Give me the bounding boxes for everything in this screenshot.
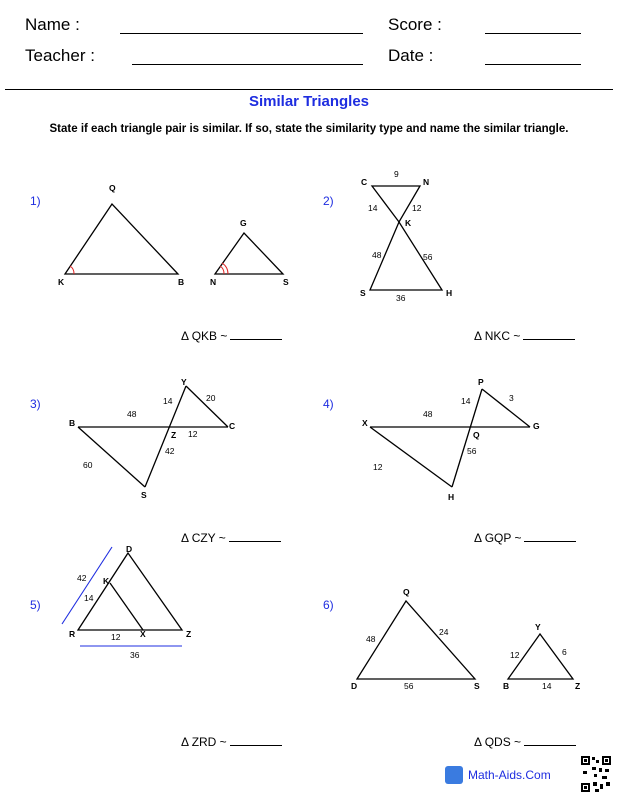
problem-4-labels-q: Q xyxy=(473,430,480,440)
problem-3-lengths-yc: 20 xyxy=(206,393,216,403)
triangle-qkb xyxy=(65,204,178,274)
problem-2-number: 2) xyxy=(323,194,334,208)
problem-3-labels-y: Y xyxy=(181,377,187,387)
problem-1-answer[interactable]: Δ QKB ~ xyxy=(181,328,282,343)
problem-6-labels-z: Z xyxy=(575,681,581,691)
problem-6-number: 6) xyxy=(323,598,334,612)
problem-4-labels-g: G xyxy=(533,421,540,431)
problem-5-labels-z: Z xyxy=(186,629,192,639)
problem-6-lengths-ds: 56 xyxy=(404,681,414,691)
worksheet-title: Similar Triangles xyxy=(248,93,370,110)
problem-6-answer[interactable]: Δ QDS ~ xyxy=(474,734,576,749)
problem-3-number: 3) xyxy=(30,397,41,411)
problem-4-lengths-qh: 56 xyxy=(467,446,477,456)
problem-1-labels-s: S xyxy=(283,277,289,287)
name-label: Name : xyxy=(25,15,80,34)
problem-6-lengths-dq: 48 xyxy=(366,634,376,644)
score-label: Score : xyxy=(388,15,442,34)
problem-2-labels-n: N xyxy=(423,177,430,187)
teacher-label: Teacher : xyxy=(25,46,95,65)
problem-2-lengths-ks: 48 xyxy=(372,250,382,260)
problem-3-lengths-zs: 42 xyxy=(165,446,175,456)
problem-3-answer[interactable]: Δ CZY ~ xyxy=(181,530,281,545)
problem-5-labels-k: K xyxy=(103,576,110,586)
problem-4-lengths-xh: 12 xyxy=(373,462,383,472)
problem-4-labels-x: X xyxy=(362,418,368,428)
problem-6-lengths-qs: 24 xyxy=(439,627,449,637)
problem-5-lengths-rz: 36 xyxy=(130,650,140,660)
problem-4-lengths-pg: 3 xyxy=(509,393,514,403)
date-label: Date : xyxy=(388,46,434,65)
problem-5-answer[interactable]: Δ ZRD ~ xyxy=(181,734,282,749)
problem-3-lengths-bs: 60 xyxy=(83,460,93,470)
problem-1-labels-b: B xyxy=(178,277,185,287)
problem-6-labels-y: Y xyxy=(535,622,541,632)
problem-5-lengths-rx: 12 xyxy=(111,632,121,642)
math-aids-logo-icon xyxy=(445,766,463,784)
problem-6-labels-b: B xyxy=(503,681,510,691)
problem-6-labels-s: S xyxy=(474,681,480,691)
problem-4-number: 4) xyxy=(323,397,334,411)
problem-1-number: 1) xyxy=(30,194,41,208)
instructions: State if each triangle pair is similar. If so, state the similarity type and name the similar triangle. xyxy=(49,123,569,135)
problem-2-answer[interactable]: Δ NKC ~ xyxy=(474,328,575,343)
problem-5-lengths-rk: 14 xyxy=(84,593,94,603)
problem-6-lengths-bz: 14 xyxy=(542,681,552,691)
problem-2-lengths-ck: 14 xyxy=(368,203,378,213)
triangle-zrd xyxy=(78,553,182,630)
problem-4-labels-h: H xyxy=(448,492,455,502)
footer-brand: Math-Aids.Com xyxy=(468,768,551,782)
problem-6-lengths-yz: 6 xyxy=(562,647,567,657)
problem-2-labels-s: S xyxy=(360,288,366,298)
problem-4-labels-p: P xyxy=(478,377,484,387)
problem-4-lengths-pq: 14 xyxy=(461,396,471,406)
problem-5-number: 5) xyxy=(30,598,41,612)
problem-2-lengths-nk: 12 xyxy=(412,203,422,213)
problem-3-lengths-yz: 14 xyxy=(163,396,173,406)
problem-2-labels-c: C xyxy=(361,177,368,187)
problem-3-labels-c: C xyxy=(229,421,236,431)
problem-3-labels-z: Z xyxy=(171,430,177,440)
problem-3-lengths-bz: 48 xyxy=(127,409,137,419)
problem-3-lengths-zc: 12 xyxy=(188,429,198,439)
problem-4-lengths-xq: 48 xyxy=(423,409,433,419)
problem-1-labels-n: N xyxy=(210,277,217,287)
problem-2-labels-h: H xyxy=(446,288,453,298)
problem-1-labels-k: K xyxy=(58,277,65,287)
problem-2-lengths-cn: 9 xyxy=(394,169,399,179)
problem-1-labels-q: Q xyxy=(109,183,116,193)
triangle-gns xyxy=(215,233,283,274)
qr-code-icon xyxy=(580,755,612,793)
problem-4-answer[interactable]: Δ GQP ~ xyxy=(474,530,576,545)
problem-5-labels-d: D xyxy=(126,544,133,554)
problem-5-labels-r: R xyxy=(69,629,76,639)
problem-1-labels-g: G xyxy=(240,218,247,228)
problem-2-lengths-sh: 36 xyxy=(396,293,406,303)
problem-3-labels-b: B xyxy=(69,418,76,428)
problem-6-lengths-by: 12 xyxy=(510,650,520,660)
problem-3-labels-s: S xyxy=(141,490,147,500)
problem-2-labels-k: K xyxy=(405,218,412,228)
problem-6-labels-q: Q xyxy=(403,587,410,597)
problem-6-labels-d: D xyxy=(351,681,358,691)
problem-5-labels-x: X xyxy=(140,629,146,639)
problem-2-lengths-kh: 56 xyxy=(423,252,433,262)
problem-5-lengths-rd: 42 xyxy=(77,573,87,583)
